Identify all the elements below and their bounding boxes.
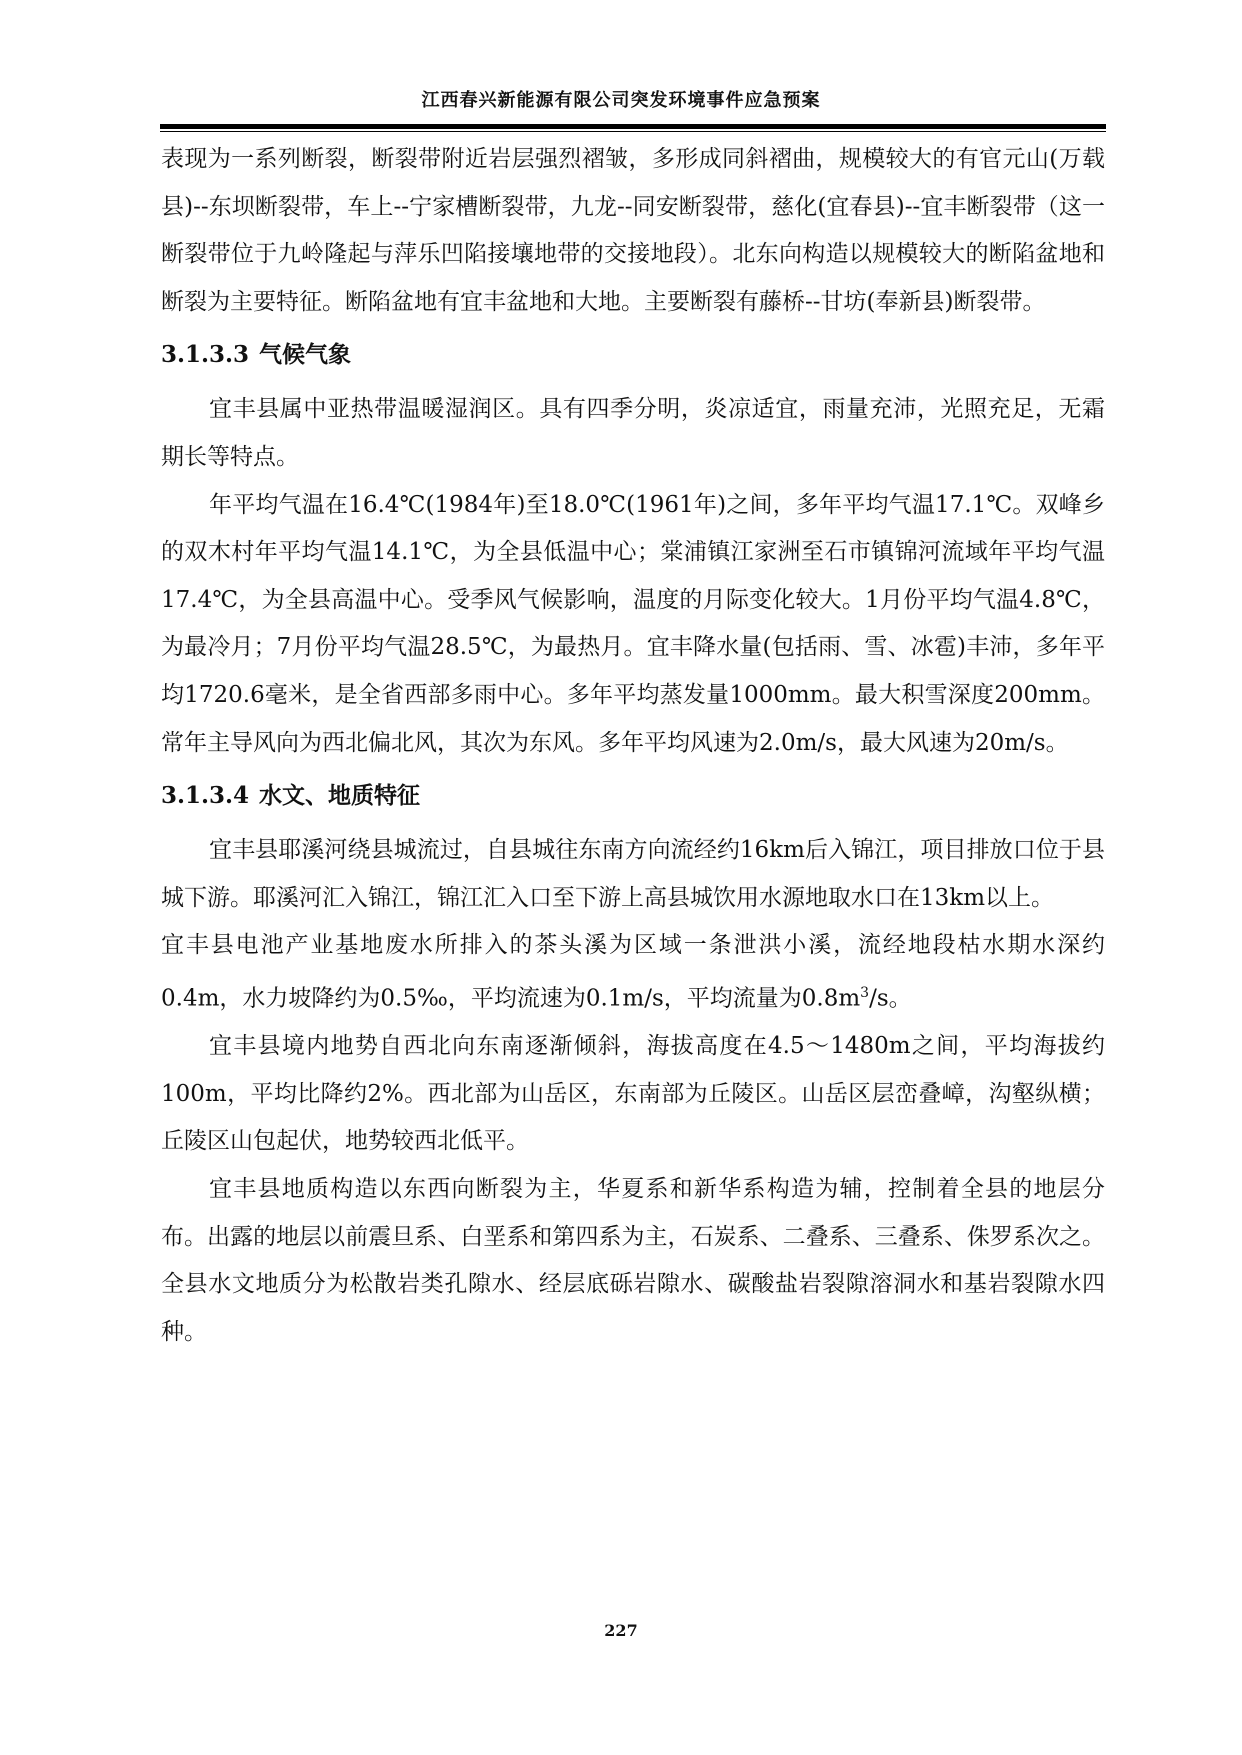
page-content <box>161 136 1105 1356</box>
stream-text-tail: /s。 <box>869 985 912 1012</box>
paragraph-river: 宜丰县耶溪河绕县城流过，自县城往东南方向流经约16km后入锦江，项目排放口位于县城下游。耶溪河汇入锦江，锦江汇入口至下游上高县城饮用水源地取水口在13km以上。 <box>161 837 1105 911</box>
superscript-cubic: 3 <box>860 984 870 1001</box>
header-rule-thin <box>160 131 1106 132</box>
document-header-title: 江西春兴新能源有限公司突发环境事件应急预案 <box>421 90 821 111</box>
paragraph-climate-details: 年平均气温在16.4℃(1984年)至18.0℃(1961年)之间，多年平均气温17.1℃。双峰乡的双木村年平均气温14.1℃，为全县低温中心；棠浦镇江家洲至石市镇锦河流域年平均气温17.4℃，为全县高温中心。受季风气候影响，温度的月际变化较大。1月份平均气温4.8℃，为最冷月；7月份平均气温28.5℃，为最热月。宜丰降水量(包括雨、雪、冰雹)丰沛，多年平均1720.6毫米，是全省西部多雨中心。多年平均蒸发量1000mm。最大积雪深度200mm。常年主导风向为西北偏北风，其次为东风。多年平均风速为2.0m/s，最大风速为20m/s。 <box>161 491 1105 756</box>
paragraph-geology: 宜丰县地质构造以东西向断裂为主，华夏系和新华系构造为辅，控制着全县的地层分布。出露的地层以前震旦系、白垩系和第四系为主，石炭系、二叠系、三叠系、侏罗系次之。全县水文地质分为松散岩类孔隙水、经层底砾岩隙水、碳酸盐岩裂隙溶洞水和基岩裂隙水四种。 <box>161 1175 1105 1345</box>
section-heading-hydrology <box>161 781 1105 811</box>
paragraph-terrain: 宜丰县境内地势自西北向东南逐渐倾斜，海拔高度在4.5～1480m之间，平均海拔约100m，平均比降约2%。西北部为山岳区，东南部为丘陵区。山岳区层峦叠嶂，沟壑纵横；丘陵区山包起伏，地势较西北低平。 <box>161 1033 1105 1155</box>
paragraph-climate-overview: 宜丰县属中亚热带温暖湿润区。具有四季分明，炎凉适宜，雨量充沛，光照充足，无霜期长等特点。 <box>161 396 1105 470</box>
section-title: 气候气象 <box>259 341 352 369</box>
stream-text: 宜丰县电池产业基地废水所排入的茶头溪为区域一条泄洪小溪，流经地段枯水期水深约0.4m，水力坡降约为0.5‰，平均流速为0.1m/s，平均流量为0.8m <box>161 932 1105 1012</box>
section-title: 水文、地质特征 <box>259 782 421 810</box>
header-rule-thick <box>160 124 1106 129</box>
section-number: 3.1.3.4 <box>161 782 250 810</box>
section-number: 3.1.3.3 <box>161 341 250 369</box>
paragraph-fault-structures: 表现为一系列断裂，断裂带附近岩层强烈褶皱，多形成同斜褶曲，规模较大的有官元山(万载县)--东坝断裂带，车上--宁家槽断裂带，九龙--同安断裂带，慈化(宜春县)--宜丰断裂带（这一断裂带位于九岭隆起与萍乐凹陷接壤地带的交接地段）。北东向构造以规模较大的断陷盆地和断裂为主要特征。断陷盆地有宜丰盆地和大地。主要断裂有藤桥--甘坊(奉新县)断裂带。 <box>161 146 1105 315</box>
page-number: 227 <box>604 1621 638 1640</box>
section-heading-climate <box>161 340 1105 370</box>
paragraph-stream <box>161 922 1105 1023</box>
